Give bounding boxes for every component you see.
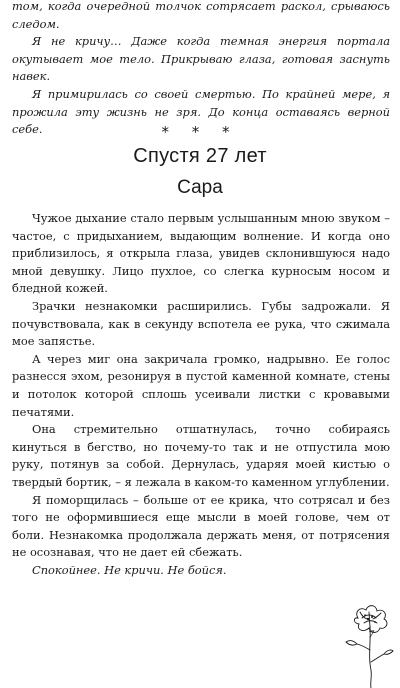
paragraph: Я не кричу… Даже когда темная энергия портала окутывает мое тело. Прикрываю глаза, готовая заснуть навек.	[12, 34, 390, 84]
paragraph: Спокойнее. Не кричи. Не бойся.	[32, 562, 227, 577]
previous-section-text	[12, 0, 390, 139]
chapter-subtitle: Сара	[177, 177, 223, 198]
paragraph: А через миг она закричала громко, надрывно. Ее голос разнесся эхом, резонируя в пустой каменной комнате, стены и потолок которой сплошь усеивали листки с кровавыми печатями.	[12, 351, 390, 419]
section-separator: * * *	[161, 123, 239, 141]
paragraph: Чужое дыхание стало первым услышанным мною звуком – частое, с придыханием, выдающим волнение. И когда оно приблизилось, я открыла глаза, увидев склонившуюся надо мной девушку. Лицо пухлое, со слегка курносым носом и бледной кожей.	[12, 211, 390, 296]
paragraph: Я поморщилась – больше от ее крика, что сотрясал и без того не оформившиеся еще мысли в моей голове, чем от боли. Незнакомка продолжала держать меня, от потрясения не осознавая, что не дает ей сбежать.	[12, 492, 390, 560]
paragraph: Она стремительно отшатнулась, точно собираясь кинуться в бегство, но почему-то так и не отпустила мою руку, потянув за собой. Дернулась, ударяя моей кистью о твердый бортик, – я лежала в каком-то каменном углублении.	[12, 422, 390, 489]
paragraph: Я примирилась со своей смертью. По крайней мере, я прожила эту жизнь не зря. До конца оставаясь верной себе.	[12, 86, 390, 137]
paragraph: том, когда очередной толчок сотрясает раскол, срываюсь следом.	[12, 0, 390, 31]
chapter-title: Спустя 27 лет	[133, 145, 267, 167]
page-number: 7	[368, 630, 375, 641]
chapter-body	[12, 210, 390, 579]
paragraph: Зрачки незнакомки расширились. Губы задрожали. Я почувствовала, как в секунду вспотела ее рука, что сжимала мое запястье.	[12, 298, 390, 349]
flower-sketch-icon	[340, 604, 396, 688]
